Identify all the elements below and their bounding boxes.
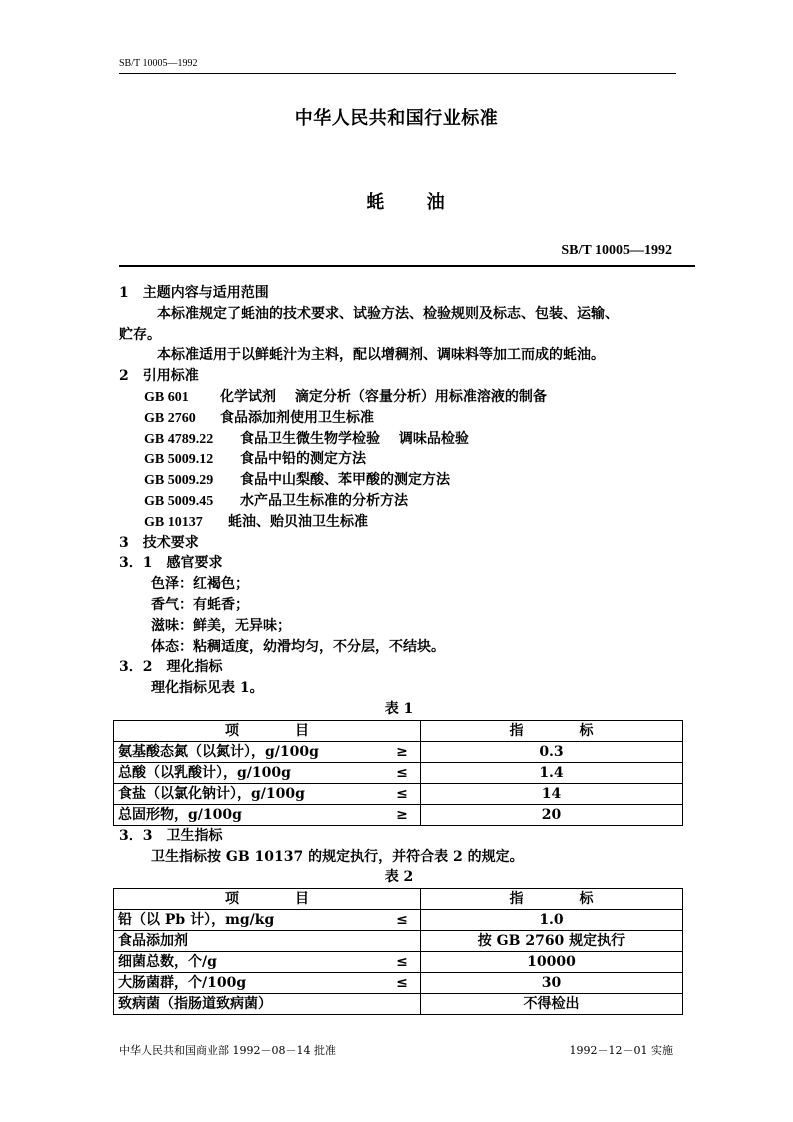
table-cell-operator: ≤ bbox=[384, 762, 421, 783]
table-cell-value: 14 bbox=[421, 783, 683, 804]
sensory-item: 香气：有蚝香； bbox=[151, 596, 249, 613]
table-row bbox=[114, 952, 683, 973]
reference-item bbox=[119, 387, 679, 408]
table-cell-operator: ≥ bbox=[384, 741, 421, 762]
table-cell-item: 食品添加剂 bbox=[114, 931, 421, 952]
reference-item bbox=[119, 408, 679, 429]
table-row bbox=[114, 931, 683, 952]
table-row bbox=[114, 804, 683, 825]
table-header-row bbox=[114, 720, 683, 741]
table-row bbox=[114, 783, 683, 804]
table-row bbox=[114, 741, 683, 762]
reference-item bbox=[119, 429, 679, 450]
table-cell-item: 食盐（以氯化钠计），g/100g bbox=[114, 783, 385, 804]
table-cell-value: 10000 bbox=[421, 952, 683, 973]
reference-item bbox=[119, 512, 679, 533]
reference-title: 食品卫生微生物学检验 调味品检验 bbox=[240, 430, 469, 447]
table-header-value: 指 标 bbox=[421, 889, 683, 910]
main-title: 中华人民共和国行业标准 bbox=[294, 108, 499, 129]
table-cell-value: 1.4 bbox=[421, 762, 683, 783]
table-cell-value: 按 GB 2760 规定执行 bbox=[421, 931, 683, 952]
table-row bbox=[114, 910, 683, 931]
reference-code: GB 10137 bbox=[144, 514, 203, 530]
table-cell-value: 1.0 bbox=[421, 910, 683, 931]
sensory-item: 体态：粘稠适度，幼滑均匀，不分层，不结块。 bbox=[151, 638, 445, 655]
section-1-para-2: 本标准适用于以鲜蚝汁为主料，配以增稠剂、调味料等加工而成的蚝油。 bbox=[157, 347, 605, 364]
table-2-caption: 表 2 bbox=[384, 869, 414, 886]
reference-code: GB 601 bbox=[144, 389, 189, 405]
section-1-para-1a: 本标准规定了蚝油的技术要求、试验方法、检验规则及标志、包装、运输、 bbox=[157, 305, 619, 322]
title-rule bbox=[119, 265, 695, 267]
table-cell-value: 0.3 bbox=[421, 741, 683, 762]
reference-code: GB 5009.45 bbox=[144, 493, 214, 509]
document-title: 蚝 油 bbox=[366, 192, 463, 213]
table-header-item: 项 目 bbox=[114, 720, 421, 741]
table-cell-value: 不得检出 bbox=[421, 994, 683, 1015]
reference-code: GB 5009.12 bbox=[144, 452, 214, 468]
section-3-2-heading: 3．2 理化指标 bbox=[119, 659, 223, 676]
footer-effective: 1992－12－01 实施 bbox=[569, 1044, 673, 1057]
reference-code: GB 5009.29 bbox=[144, 473, 214, 489]
section-3-3-text: 卫生指标按 GB 10137 的规定执行，并符合表 2 的规定。 bbox=[151, 848, 524, 865]
table-cell-operator: ≤ bbox=[384, 783, 421, 804]
reference-item bbox=[119, 449, 679, 470]
table-cell-operator: ≤ bbox=[384, 952, 421, 973]
table-cell-value: 20 bbox=[421, 804, 683, 825]
section-3-2-text: 理化指标见表 1。 bbox=[151, 680, 264, 697]
section-3-3-heading: 3．3 卫生指标 bbox=[119, 827, 223, 844]
reference-title: 水产品卫生标准的分析方法 bbox=[240, 492, 408, 509]
reference-title: 蚝油、贻贝油卫生标准 bbox=[228, 513, 368, 530]
table-cell-operator: ≥ bbox=[384, 804, 421, 825]
table-cell-item: 致病菌（指肠道致病菌） bbox=[114, 994, 421, 1015]
table-row bbox=[114, 973, 683, 994]
table-cell-operator: ≤ bbox=[384, 910, 421, 931]
section-3-heading: 3 技术要求 bbox=[119, 534, 199, 551]
footer-approval: 中华人民共和国商业部 1992－08－14 批准 bbox=[119, 1044, 336, 1057]
table-cell-item: 细菌总数，个/g bbox=[114, 952, 385, 973]
section-2-heading: 2 引用标准 bbox=[119, 368, 199, 385]
section-1-heading: 1 主题内容与适用范围 bbox=[119, 285, 269, 301]
table-cell-item: 氨基酸态氮（以氮计），g/100g bbox=[114, 741, 385, 762]
reference-title: 化学试剂 滴定分析（容量分析）用标准溶液的制备 bbox=[220, 388, 547, 405]
table-cell-item: 总酸（以乳酸计），g/100g bbox=[114, 762, 385, 783]
table-header-item: 项 目 bbox=[114, 889, 421, 910]
reference-title: 食品中山梨酸、苯甲酸的测定方法 bbox=[240, 472, 450, 489]
table-2 bbox=[113, 888, 683, 1015]
table-cell-item: 大肠菌群，个/100g bbox=[114, 973, 385, 994]
table-row bbox=[114, 762, 683, 783]
header-rule bbox=[119, 73, 676, 74]
document-body bbox=[119, 283, 679, 1015]
standard-number: SB/T 10005—1992 bbox=[561, 243, 672, 258]
reference-item bbox=[119, 470, 679, 491]
reference-code: GB 2760 bbox=[144, 410, 196, 426]
table-1-caption: 表 1 bbox=[384, 700, 414, 717]
table-cell-item: 铅（以 Pb 计），mg/kg bbox=[114, 910, 385, 931]
table-header-row bbox=[114, 889, 683, 910]
section-3-1-heading: 3．1 感官要求 bbox=[119, 555, 223, 572]
sensory-item: 色泽：红褐色； bbox=[151, 576, 249, 593]
table-row bbox=[114, 994, 683, 1015]
header-code: SB/T 10005—1992 bbox=[119, 58, 198, 69]
reference-title: 食品添加剂使用卫生标准 bbox=[220, 409, 374, 426]
table-cell-value: 30 bbox=[421, 973, 683, 994]
table-cell-operator: ≤ bbox=[384, 973, 421, 994]
sensory-item: 滋味：鲜美，无异味； bbox=[151, 617, 291, 634]
table-cell-item: 总固形物，g/100g bbox=[114, 804, 385, 825]
reference-title: 食品中铅的测定方法 bbox=[240, 451, 366, 468]
reference-item bbox=[119, 491, 679, 512]
section-1-para-1b: 贮存。 bbox=[119, 326, 161, 343]
table-1 bbox=[113, 720, 683, 826]
table-header-value: 指 标 bbox=[421, 720, 683, 741]
reference-code: GB 4789.22 bbox=[144, 431, 214, 447]
